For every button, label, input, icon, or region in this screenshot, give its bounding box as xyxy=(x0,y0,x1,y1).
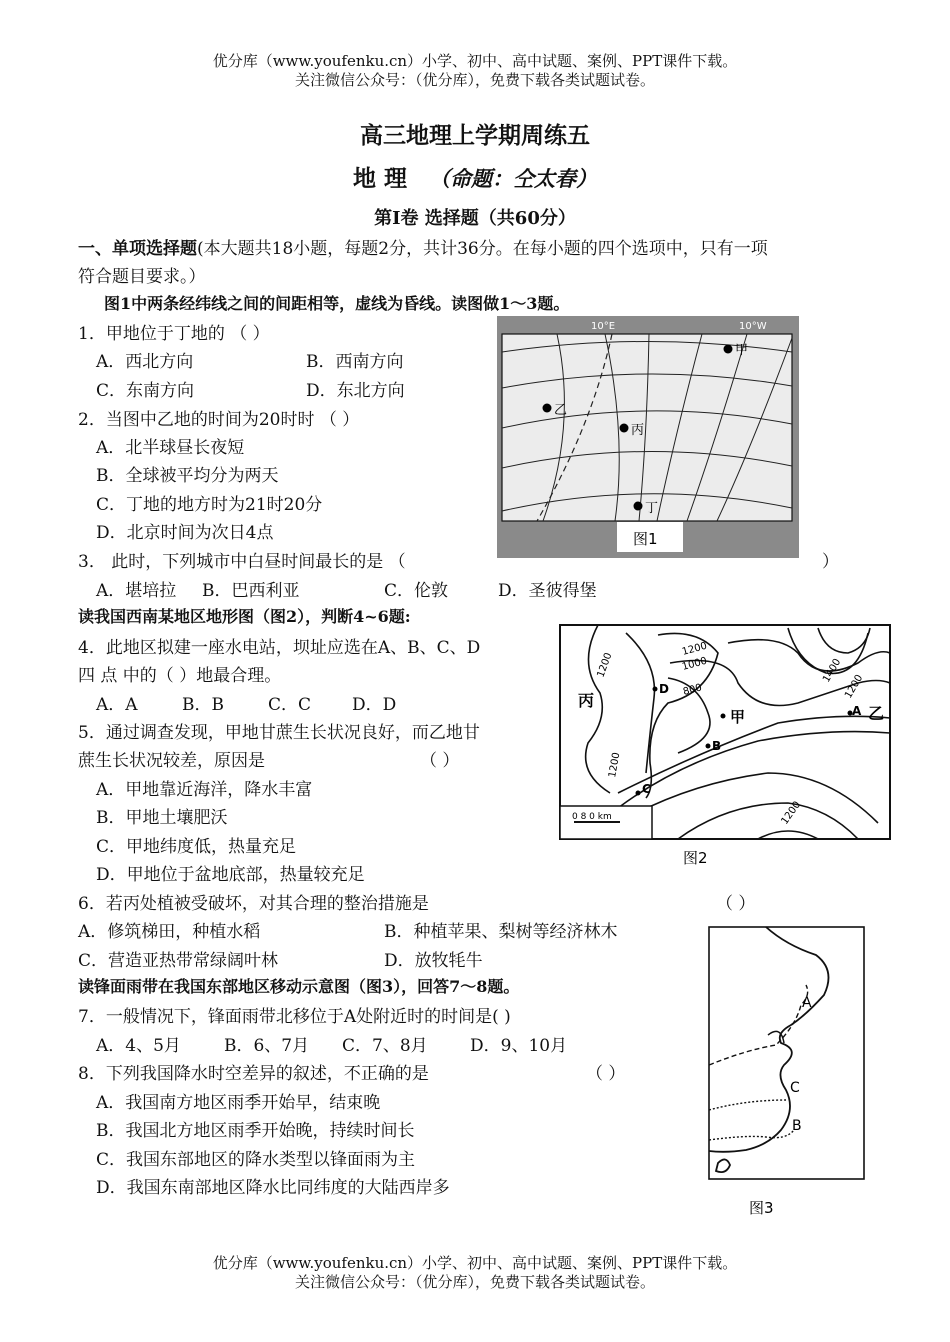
footer-line-1: 优分库（www.youfenku.cn）小学、初中、高中试题、案例、PPT课件下载。 xyxy=(212,1254,738,1272)
fig1-lon-10e: 10°E xyxy=(591,321,616,332)
figure-2 xyxy=(558,623,892,868)
fig2-contour-1200-b: 1200 xyxy=(680,640,709,658)
fig2-contour-800: 800 xyxy=(681,682,704,698)
q7-option-d: D．9、10月 xyxy=(470,1036,568,1056)
fig3-label-c: C xyxy=(790,1080,800,1096)
group2-instruction: 读我国西南某地区地形图（图2），判断4~6题: xyxy=(78,607,411,626)
fig3-label-b: B xyxy=(792,1118,802,1134)
q6-option-a: A．修筑梯田，种植水稻 xyxy=(78,922,261,942)
q7-option-c: C．7、8月 xyxy=(342,1036,428,1056)
section-title: 第Ⅰ卷 选择题（共60分） xyxy=(374,208,576,229)
q2-option-d: D．北京时间为次日4点 xyxy=(96,523,274,543)
fig2-scale: 0 8 0 km xyxy=(572,812,612,822)
group3-instruction: 读锋面雨带在我国东部地区移动示意图（图3），回答7～8题。 xyxy=(78,977,520,996)
fig2-point-jia: 甲 xyxy=(730,708,746,726)
author-label: （命题：仝太春） xyxy=(429,166,598,191)
header-line-1: 优分库（www.youfenku.cn）小学、初中、高中试题、案例、PPT课件下载。 xyxy=(212,52,738,70)
q2-stem: 2．当图中乙地的时间为20时时 （ ） xyxy=(78,410,360,430)
q8-stem: 8．下列我国降水时空差异的叙述，不正确的是 xyxy=(78,1064,429,1084)
q4-stem-2: 四 点 中的（ ）地最合理。 xyxy=(78,666,282,686)
q3-option-c: C．伦敦 xyxy=(384,581,449,601)
q8-paren: （ ） xyxy=(586,1064,626,1084)
q4-stem-1: 4．此地区拟建一座水电站，坝址应选在A、B、C、D xyxy=(78,638,481,658)
q3-option-d: D．圣彼得堡 xyxy=(498,581,597,601)
q2-option-c: C．丁地的地方时为21时20分 xyxy=(96,495,323,515)
q7-option-b: B．6、7月 xyxy=(224,1036,310,1056)
fig1-lon-10w: 10°W xyxy=(739,321,767,332)
q3-option-b: B．巴西利亚 xyxy=(202,581,300,601)
q6-paren: （ ） xyxy=(716,894,756,914)
q5-paren: （ ） xyxy=(420,751,460,771)
q7-option-a: A．4、5月 xyxy=(96,1036,181,1056)
part1-desc: (本大题共18小题，每题2分，共计36分。在每小题的四个选项中，只有一项 xyxy=(197,239,768,259)
q3-option-a: A．堪培拉 xyxy=(96,581,177,601)
q5-option-a: A．甲地靠近海洋，降水丰富 xyxy=(96,780,313,800)
q6-stem: 6．若丙处植被受破坏，对其合理的整治措施是 xyxy=(78,894,429,914)
fig2-contour-1000: 1000 xyxy=(680,655,709,673)
fig2-contour-1200-c: 1200 xyxy=(843,672,866,701)
fig1-caption: 图1 xyxy=(633,530,658,548)
fig1-point-jia: 甲 xyxy=(735,343,749,358)
part1-desc-2: 符合题目要求。） xyxy=(78,267,206,287)
exam-title: 高三地理上学期周练五 xyxy=(360,122,590,149)
q4-option-a: A．A xyxy=(96,695,138,715)
part1-intro xyxy=(78,234,768,259)
subject-line xyxy=(0,160,950,193)
q3-stem: 3． 此时，下列城市中白昼时间最长的是 （ xyxy=(78,552,406,572)
q8-option-a: A．我国南方地区雨季开始早，结束晚 xyxy=(96,1093,381,1113)
q7-stem: 7．一般情况下，锋面雨带北移位于A处附近时的时间是( ) xyxy=(78,1007,511,1027)
q2-option-b: B．全球被平均分为两天 xyxy=(96,466,279,486)
fig3-label-a: A xyxy=(802,995,812,1011)
fig2-contour-1200-d: 1200 xyxy=(607,751,623,779)
fig2-point-bing: 丙 xyxy=(578,691,595,710)
q1-stem: 1．甲地位于丁地的 （ ） xyxy=(78,324,270,344)
group1-instruction: 图1中两条经纬线之间的间距相等，虚线为昏线。读图做1～3题。 xyxy=(104,294,570,313)
header-line-2: 关注微信公众号：（优分库），免费下载各类试题试卷。 xyxy=(294,71,655,89)
figure-1 xyxy=(497,316,799,558)
fig2-point-d: D xyxy=(659,682,669,696)
fig2-contour-1400: 1400 xyxy=(821,656,844,685)
fig2-contour-1200-e: 1200 xyxy=(779,799,804,827)
q6-option-c: C．营造亚热带常绿阔叶林 xyxy=(78,951,279,971)
q5-option-d: D．甲地位于盆地底部，热量较充足 xyxy=(96,865,365,885)
q8-option-d: D．我国东南部地区降水比同纬度的大陆西岸多 xyxy=(96,1178,450,1198)
fig2-contour-1200-a: 1200 xyxy=(595,651,615,680)
q4-option-b: B．B xyxy=(182,695,224,715)
fig2-point-yi: 乙 xyxy=(868,704,885,723)
fig1-point-ding: 丁 xyxy=(645,501,659,516)
q1-option-a: A．西北方向 xyxy=(96,352,194,372)
q1-option-b: B．西南方向 xyxy=(306,352,404,372)
q5-stem-1: 5．通过调查发现，甲地甘蔗生长状况良好，而乙地甘 xyxy=(78,723,480,743)
q8-option-b: B．我国北方地区雨季开始晚，持续时间长 xyxy=(96,1121,415,1141)
fig2-point-b: B xyxy=(712,739,722,753)
q1-option-c: C．东南方向 xyxy=(96,381,195,401)
q2-option-a: A．北半球昼长夜短 xyxy=(96,438,245,458)
part1-heading: 一、单项选择题 xyxy=(78,239,197,259)
q5-option-b: B．甲地土壤肥沃 xyxy=(96,808,228,828)
q6-option-d: D．放牧牦牛 xyxy=(384,951,483,971)
fig2-caption: 图2 xyxy=(683,849,708,867)
q1-option-d: D．东北方向 xyxy=(306,381,405,401)
footer-line-2: 关注微信公众号：（优分库），免费下载各类试题试卷。 xyxy=(294,1273,655,1291)
q4-option-c: C．C xyxy=(268,695,312,715)
q3-paren-close: ） xyxy=(822,552,839,572)
fig2-point-a: A xyxy=(852,704,862,718)
q5-stem-2: 蔗生长状况较差，原因是 xyxy=(78,751,265,771)
q5-option-c: C．甲地纬度低，热量充足 xyxy=(96,837,297,857)
q6-option-b: B．种植苹果、梨树等经济林木 xyxy=(384,922,618,942)
fig3-caption: 图3 xyxy=(749,1199,774,1217)
subject-label: 地 理 xyxy=(352,165,407,192)
figure-3 xyxy=(706,925,868,1220)
fig1-point-bing: 丙 xyxy=(631,423,645,438)
fig2-point-c: C xyxy=(642,782,651,796)
q4-option-d: D．D xyxy=(352,695,397,715)
fig1-point-yi: 乙 xyxy=(554,403,568,418)
q8-option-c: C．我国东部地区的降水类型以锋面雨为主 xyxy=(96,1150,416,1170)
